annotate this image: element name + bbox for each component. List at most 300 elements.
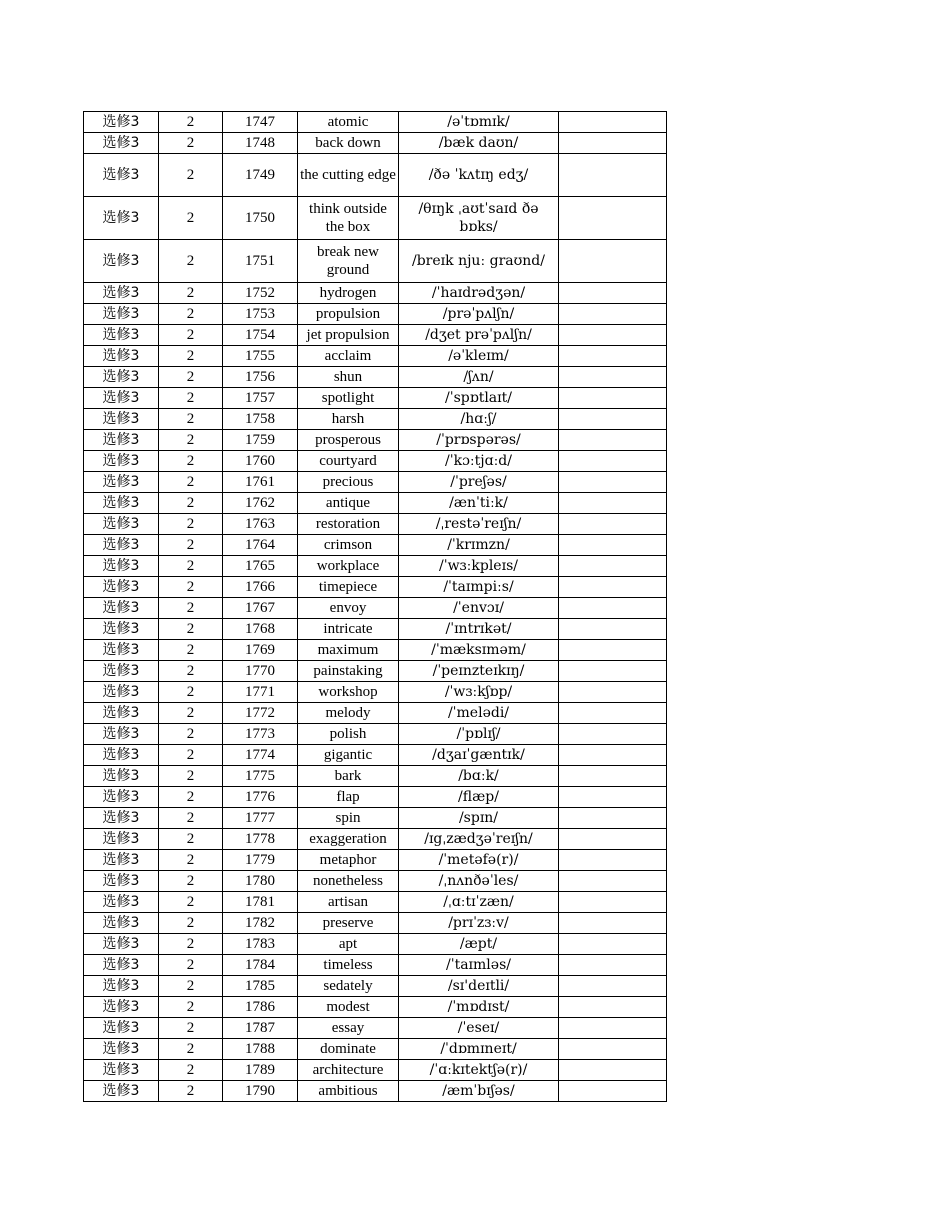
table-row <box>84 430 667 451</box>
unit-cell: 2 <box>159 640 223 661</box>
word-cell: the cutting edge <box>298 154 399 197</box>
id-cell: 1766 <box>223 577 298 598</box>
word-cell: workplace <box>298 556 399 577</box>
phonetic-cell: /ˈpɒlɪʃ/ <box>399 724 559 745</box>
vocabulary-table-body <box>84 112 667 1102</box>
unit-cell: 2 <box>159 955 223 976</box>
table-row <box>84 112 667 133</box>
table-row <box>84 766 667 787</box>
book-cell: 选修3 <box>84 304 159 325</box>
phonetic-cell: /ˈtaɪmpiːs/ <box>399 577 559 598</box>
word-cell: artisan <box>298 892 399 913</box>
unit-cell: 2 <box>159 283 223 304</box>
note-cell <box>559 892 667 913</box>
note-cell <box>559 850 667 871</box>
phonetic-cell: /ˌɑːtɪˈzæn/ <box>399 892 559 913</box>
note-cell <box>559 1060 667 1081</box>
note-cell <box>559 577 667 598</box>
book-cell: 选修3 <box>84 1018 159 1039</box>
phonetic-cell: /ˈpeɪnzteɪkɪŋ/ <box>399 661 559 682</box>
unit-cell: 2 <box>159 472 223 493</box>
id-cell: 1768 <box>223 619 298 640</box>
word-cell: spin <box>298 808 399 829</box>
table-row <box>84 619 667 640</box>
unit-cell: 2 <box>159 240 223 283</box>
id-cell: 1760 <box>223 451 298 472</box>
unit-cell: 2 <box>159 112 223 133</box>
book-cell: 选修3 <box>84 240 159 283</box>
word-cell: courtyard <box>298 451 399 472</box>
book-cell: 选修3 <box>84 346 159 367</box>
phonetic-cell: /ʃʌn/ <box>399 367 559 388</box>
book-cell: 选修3 <box>84 154 159 197</box>
note-cell <box>559 493 667 514</box>
book-cell: 选修3 <box>84 283 159 304</box>
note-cell <box>559 430 667 451</box>
unit-cell: 2 <box>159 197 223 240</box>
phonetic-cell: /sɪ'deɪtli/ <box>399 976 559 997</box>
table-row <box>84 661 667 682</box>
unit-cell: 2 <box>159 913 223 934</box>
phonetic-cell: /ˈprɒspərəs/ <box>399 430 559 451</box>
word-cell: timeless <box>298 955 399 976</box>
id-cell: 1764 <box>223 535 298 556</box>
phonetic-cell: /əˈkleɪm/ <box>399 346 559 367</box>
book-cell: 选修3 <box>84 829 159 850</box>
book-cell: 选修3 <box>84 514 159 535</box>
table-row <box>84 535 667 556</box>
phonetic-cell: /ˌnʌnðəˈles/ <box>399 871 559 892</box>
table-row <box>84 1060 667 1081</box>
word-cell: metaphor <box>298 850 399 871</box>
table-row <box>84 409 667 430</box>
phonetic-cell: /ˈkɔːtjɑːd/ <box>399 451 559 472</box>
id-cell: 1762 <box>223 493 298 514</box>
note-cell <box>559 640 667 661</box>
id-cell: 1790 <box>223 1081 298 1102</box>
book-cell: 选修3 <box>84 703 159 724</box>
unit-cell: 2 <box>159 976 223 997</box>
note-cell <box>559 451 667 472</box>
id-cell: 1788 <box>223 1039 298 1060</box>
phonetic-cell: /ˈmɒdɪst/ <box>399 997 559 1018</box>
phonetic-cell: /dʒet prəˈpʌlʃn/ <box>399 325 559 346</box>
book-cell: 选修3 <box>84 682 159 703</box>
id-cell: 1759 <box>223 430 298 451</box>
note-cell <box>559 976 667 997</box>
book-cell: 选修3 <box>84 133 159 154</box>
book-cell: 选修3 <box>84 745 159 766</box>
note-cell <box>559 724 667 745</box>
note-cell <box>559 133 667 154</box>
book-cell: 选修3 <box>84 367 159 388</box>
word-cell: painstaking <box>298 661 399 682</box>
word-cell: crimson <box>298 535 399 556</box>
note-cell <box>559 787 667 808</box>
book-cell: 选修3 <box>84 451 159 472</box>
book-cell: 选修3 <box>84 661 159 682</box>
unit-cell: 2 <box>159 829 223 850</box>
word-cell: sedately <box>298 976 399 997</box>
table-row <box>84 745 667 766</box>
table-row <box>84 682 667 703</box>
table-row <box>84 133 667 154</box>
id-cell: 1767 <box>223 598 298 619</box>
table-row <box>84 1018 667 1039</box>
id-cell: 1755 <box>223 346 298 367</box>
table-row <box>84 640 667 661</box>
table-row <box>84 240 667 283</box>
id-cell: 1789 <box>223 1060 298 1081</box>
id-cell: 1778 <box>223 829 298 850</box>
word-cell: flap <box>298 787 399 808</box>
id-cell: 1772 <box>223 703 298 724</box>
word-cell: hydrogen <box>298 283 399 304</box>
phonetic-cell: /prɪˈzɜːv/ <box>399 913 559 934</box>
unit-cell: 2 <box>159 556 223 577</box>
note-cell <box>559 472 667 493</box>
word-cell: acclaim <box>298 346 399 367</box>
id-cell: 1780 <box>223 871 298 892</box>
note-cell <box>559 745 667 766</box>
phonetic-cell: /ˈɑːkɪtektʃə(r)/ <box>399 1060 559 1081</box>
phonetic-cell: /hɑːʃ/ <box>399 409 559 430</box>
id-cell: 1785 <box>223 976 298 997</box>
word-cell: essay <box>298 1018 399 1039</box>
book-cell: 选修3 <box>84 493 159 514</box>
unit-cell: 2 <box>159 766 223 787</box>
word-cell: spotlight <box>298 388 399 409</box>
book-cell: 选修3 <box>84 430 159 451</box>
id-cell: 1756 <box>223 367 298 388</box>
word-cell: polish <box>298 724 399 745</box>
word-cell: prosperous <box>298 430 399 451</box>
note-cell <box>559 112 667 133</box>
phonetic-cell: /ˈmelədi/ <box>399 703 559 724</box>
unit-cell: 2 <box>159 997 223 1018</box>
word-cell: ambitious <box>298 1081 399 1102</box>
unit-cell: 2 <box>159 346 223 367</box>
table-row <box>84 829 667 850</box>
book-cell: 选修3 <box>84 388 159 409</box>
id-cell: 1773 <box>223 724 298 745</box>
book-cell: 选修3 <box>84 1060 159 1081</box>
book-cell: 选修3 <box>84 724 159 745</box>
word-cell: modest <box>298 997 399 1018</box>
unit-cell: 2 <box>159 1018 223 1039</box>
vocabulary-table <box>83 111 667 1102</box>
phonetic-cell: /ˈeseɪ/ <box>399 1018 559 1039</box>
table-row <box>84 871 667 892</box>
id-cell: 1769 <box>223 640 298 661</box>
note-cell <box>559 829 667 850</box>
book-cell: 选修3 <box>84 325 159 346</box>
table-row <box>84 934 667 955</box>
book-cell: 选修3 <box>84 409 159 430</box>
note-cell <box>559 197 667 240</box>
word-cell: bark <box>298 766 399 787</box>
table-row <box>84 913 667 934</box>
table-row <box>84 304 667 325</box>
id-cell: 1775 <box>223 766 298 787</box>
note-cell <box>559 535 667 556</box>
id-cell: 1786 <box>223 997 298 1018</box>
table-row <box>84 976 667 997</box>
phonetic-cell: /ˈmæksɪməm/ <box>399 640 559 661</box>
id-cell: 1779 <box>223 850 298 871</box>
id-cell: 1781 <box>223 892 298 913</box>
id-cell: 1787 <box>223 1018 298 1039</box>
phonetic-cell: /breɪk njuː graʊnd/ <box>399 240 559 283</box>
note-cell <box>559 766 667 787</box>
id-cell: 1749 <box>223 154 298 197</box>
book-cell: 选修3 <box>84 955 159 976</box>
note-cell <box>559 325 667 346</box>
id-cell: 1752 <box>223 283 298 304</box>
unit-cell: 2 <box>159 577 223 598</box>
unit-cell: 2 <box>159 133 223 154</box>
unit-cell: 2 <box>159 535 223 556</box>
unit-cell: 2 <box>159 850 223 871</box>
word-cell: shun <box>298 367 399 388</box>
word-cell: precious <box>298 472 399 493</box>
unit-cell: 2 <box>159 661 223 682</box>
note-cell <box>559 598 667 619</box>
word-cell: nonetheless <box>298 871 399 892</box>
phonetic-cell: /ˈkrɪmzn/ <box>399 535 559 556</box>
table-row <box>84 577 667 598</box>
id-cell: 1761 <box>223 472 298 493</box>
id-cell: 1748 <box>223 133 298 154</box>
word-cell: maximum <box>298 640 399 661</box>
book-cell: 选修3 <box>84 556 159 577</box>
phonetic-cell: /prəˈpʌlʃn/ <box>399 304 559 325</box>
phonetic-cell: /æpt/ <box>399 934 559 955</box>
table-row <box>84 598 667 619</box>
id-cell: 1777 <box>223 808 298 829</box>
table-row <box>84 955 667 976</box>
book-cell: 选修3 <box>84 472 159 493</box>
unit-cell: 2 <box>159 1060 223 1081</box>
id-cell: 1782 <box>223 913 298 934</box>
phonetic-cell: /ˈhaɪdrədʒən/ <box>399 283 559 304</box>
table-row <box>84 367 667 388</box>
book-cell: 选修3 <box>84 766 159 787</box>
word-cell: atomic <box>298 112 399 133</box>
unit-cell: 2 <box>159 682 223 703</box>
table-row <box>84 451 667 472</box>
note-cell <box>559 661 667 682</box>
table-row <box>84 724 667 745</box>
note-cell <box>559 514 667 535</box>
book-cell: 选修3 <box>84 619 159 640</box>
table-row <box>84 787 667 808</box>
word-cell: melody <box>298 703 399 724</box>
unit-cell: 2 <box>159 409 223 430</box>
word-cell: architecture <box>298 1060 399 1081</box>
table-row <box>84 472 667 493</box>
note-cell <box>559 934 667 955</box>
id-cell: 1783 <box>223 934 298 955</box>
unit-cell: 2 <box>159 325 223 346</box>
word-cell: apt <box>298 934 399 955</box>
id-cell: 1784 <box>223 955 298 976</box>
unit-cell: 2 <box>159 430 223 451</box>
phonetic-cell: /ˈwɜːkʃɒp/ <box>399 682 559 703</box>
word-cell: break new ground <box>298 240 399 283</box>
note-cell <box>559 913 667 934</box>
book-cell: 选修3 <box>84 976 159 997</box>
word-cell: timepiece <box>298 577 399 598</box>
word-cell: think outside the box <box>298 197 399 240</box>
phonetic-cell: /ˈpreʃəs/ <box>399 472 559 493</box>
unit-cell: 2 <box>159 598 223 619</box>
phonetic-cell: /ˈspɒtlaɪt/ <box>399 388 559 409</box>
note-cell <box>559 1081 667 1102</box>
book-cell: 选修3 <box>84 197 159 240</box>
unit-cell: 2 <box>159 871 223 892</box>
table-row <box>84 514 667 535</box>
book-cell: 选修3 <box>84 871 159 892</box>
word-cell: restoration <box>298 514 399 535</box>
table-row <box>84 703 667 724</box>
id-cell: 1751 <box>223 240 298 283</box>
word-cell: back down <box>298 133 399 154</box>
table-row <box>84 850 667 871</box>
word-cell: propulsion <box>298 304 399 325</box>
table-row <box>84 892 667 913</box>
table-row <box>84 346 667 367</box>
book-cell: 选修3 <box>84 577 159 598</box>
book-cell: 选修3 <box>84 850 159 871</box>
note-cell <box>559 997 667 1018</box>
note-cell <box>559 154 667 197</box>
id-cell: 1758 <box>223 409 298 430</box>
unit-cell: 2 <box>159 367 223 388</box>
phonetic-cell: /ˈenvɔɪ/ <box>399 598 559 619</box>
word-cell: dominate <box>298 1039 399 1060</box>
word-cell: exaggeration <box>298 829 399 850</box>
id-cell: 1771 <box>223 682 298 703</box>
note-cell <box>559 619 667 640</box>
id-cell: 1763 <box>223 514 298 535</box>
unit-cell: 2 <box>159 514 223 535</box>
phonetic-cell: /əˈtɒmɪk/ <box>399 112 559 133</box>
note-cell <box>559 409 667 430</box>
table-row <box>84 388 667 409</box>
note-cell <box>559 240 667 283</box>
table-row <box>84 1081 667 1102</box>
book-cell: 选修3 <box>84 598 159 619</box>
word-cell: antique <box>298 493 399 514</box>
book-cell: 选修3 <box>84 787 159 808</box>
unit-cell: 2 <box>159 1039 223 1060</box>
id-cell: 1750 <box>223 197 298 240</box>
note-cell <box>559 808 667 829</box>
phonetic-cell: /flæp/ <box>399 787 559 808</box>
note-cell <box>559 346 667 367</box>
unit-cell: 2 <box>159 787 223 808</box>
phonetic-cell: /ˈtaɪmləs/ <box>399 955 559 976</box>
unit-cell: 2 <box>159 1081 223 1102</box>
unit-cell: 2 <box>159 934 223 955</box>
id-cell: 1770 <box>223 661 298 682</box>
book-cell: 选修3 <box>84 112 159 133</box>
id-cell: 1765 <box>223 556 298 577</box>
note-cell <box>559 283 667 304</box>
word-cell: intricate <box>298 619 399 640</box>
table-row <box>84 556 667 577</box>
unit-cell: 2 <box>159 388 223 409</box>
phonetic-cell: /ɪgˌzædʒəˈreɪʃn/ <box>399 829 559 850</box>
phonetic-cell: /ˈmetəfə(r)/ <box>399 850 559 871</box>
table-row <box>84 154 667 197</box>
phonetic-cell: /θɪŋk ˌaʊtˈsaɪd ðə bɒks/ <box>399 197 559 240</box>
phonetic-cell: /ˈwɜːkpleɪs/ <box>399 556 559 577</box>
unit-cell: 2 <box>159 619 223 640</box>
id-cell: 1754 <box>223 325 298 346</box>
phonetic-cell: /ˈdɒmɪneɪt/ <box>399 1039 559 1060</box>
unit-cell: 2 <box>159 724 223 745</box>
book-cell: 选修3 <box>84 640 159 661</box>
book-cell: 选修3 <box>84 892 159 913</box>
book-cell: 选修3 <box>84 913 159 934</box>
word-cell: workshop <box>298 682 399 703</box>
id-cell: 1747 <box>223 112 298 133</box>
phonetic-cell: /ðə ˈkʌtɪŋ edʒ/ <box>399 154 559 197</box>
table-row <box>84 197 667 240</box>
phonetic-cell: /ˈɪntrɪkət/ <box>399 619 559 640</box>
note-cell <box>559 871 667 892</box>
book-cell: 选修3 <box>84 997 159 1018</box>
table-row <box>84 493 667 514</box>
book-cell: 选修3 <box>84 1081 159 1102</box>
note-cell <box>559 304 667 325</box>
book-cell: 选修3 <box>84 934 159 955</box>
note-cell <box>559 703 667 724</box>
note-cell <box>559 955 667 976</box>
unit-cell: 2 <box>159 304 223 325</box>
unit-cell: 2 <box>159 703 223 724</box>
table-row <box>84 997 667 1018</box>
unit-cell: 2 <box>159 892 223 913</box>
phonetic-cell: /bæk daʊn/ <box>399 133 559 154</box>
note-cell <box>559 388 667 409</box>
unit-cell: 2 <box>159 493 223 514</box>
note-cell <box>559 367 667 388</box>
note-cell <box>559 1039 667 1060</box>
word-cell: jet propulsion <box>298 325 399 346</box>
phonetic-cell: /bɑːk/ <box>399 766 559 787</box>
word-cell: envoy <box>298 598 399 619</box>
book-cell: 选修3 <box>84 535 159 556</box>
note-cell <box>559 1018 667 1039</box>
id-cell: 1757 <box>223 388 298 409</box>
id-cell: 1776 <box>223 787 298 808</box>
phonetic-cell: /ˌrestəˈreɪʃn/ <box>399 514 559 535</box>
id-cell: 1774 <box>223 745 298 766</box>
unit-cell: 2 <box>159 451 223 472</box>
book-cell: 选修3 <box>84 1039 159 1060</box>
table-row <box>84 325 667 346</box>
table-row <box>84 1039 667 1060</box>
phonetic-cell: /ænˈtiːk/ <box>399 493 559 514</box>
phonetic-cell: /æmˈbɪʃəs/ <box>399 1081 559 1102</box>
phonetic-cell: /spɪn/ <box>399 808 559 829</box>
word-cell: harsh <box>298 409 399 430</box>
word-cell: gigantic <box>298 745 399 766</box>
note-cell <box>559 682 667 703</box>
